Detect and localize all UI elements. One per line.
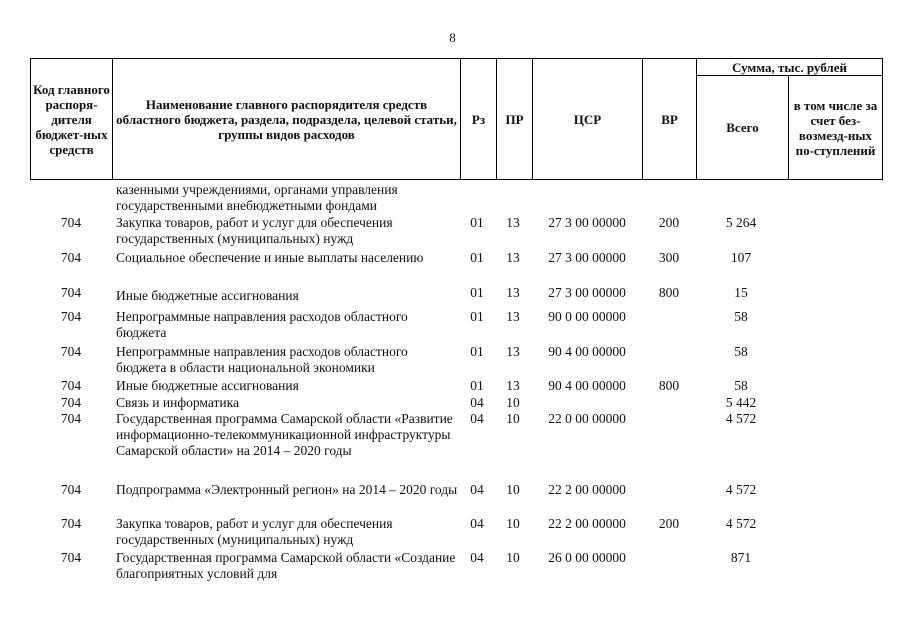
cell-csr: 27 3 00 00000 (548, 215, 626, 230)
cell-pr: 10 (506, 395, 520, 410)
cell-rz: 04 (470, 550, 484, 565)
cell-code: 704 (60, 250, 82, 265)
cell-code: 704 (60, 215, 82, 230)
cell-rz: 01 (470, 215, 484, 230)
cell-rz: 04 (470, 482, 484, 497)
cell-csr: 90 4 00 00000 (548, 378, 626, 393)
cell-name: Иные бюджетные ассигнования (116, 378, 299, 393)
cell-rz: 01 (470, 378, 484, 393)
cell-rz: 04 (470, 411, 484, 426)
cell-pr: 13 (506, 309, 520, 324)
cell-pr: 13 (506, 285, 520, 300)
cell-rz: 04 (470, 395, 484, 410)
cell-total: 5 442 (725, 395, 757, 410)
cell-rz: 01 (470, 250, 484, 265)
cell-name: Связь и информатика (116, 395, 239, 410)
cell-total: 4 572 (725, 516, 757, 531)
header-code: Код главного распоря-дителя бюджет-ных средств (31, 59, 113, 180)
cell-name: Закупка товаров, работ и услуг для обеспечения государственных (муниципальных) нужд (116, 215, 393, 246)
cell-rz: 01 (470, 344, 484, 359)
cell-code: 704 (60, 378, 82, 393)
cell-code: 704 (60, 344, 82, 359)
cell-code: 704 (60, 395, 82, 410)
header-total: Всего (697, 76, 789, 180)
cell-csr: 90 4 00 00000 (548, 344, 626, 359)
cell-code: 704 (60, 285, 82, 300)
header-name: Наименование главного распорядителя средств областного бюджета, раздела, подраздела, целевой статьи, группы видов расходов (113, 59, 461, 180)
cell-vr: 200 (658, 215, 680, 230)
page-number: 8 (449, 30, 456, 45)
cell-name: Подпрограмма «Электронный регион» на 2014 – 2020 годы (116, 482, 458, 497)
cell-rz: 01 (470, 285, 484, 300)
cell-pr: 10 (506, 482, 520, 497)
cell-name: Непрограммные направления расходов областного бюджета в области национальной экономики (116, 344, 408, 375)
cell-total: 15 (734, 285, 748, 300)
cell-total: 58 (734, 344, 748, 359)
cell-csr: 22 2 00 00000 (548, 482, 626, 497)
cell-name: Государственная программа Самарской области «Развитие информационно-телекоммуникационной инфраструктуры Самарской области» на 2014 – 2020 годы (116, 411, 453, 458)
cell-name: Социальное обеспечение и иные выплаты населению (116, 250, 424, 265)
cell-csr: 22 0 00 00000 (548, 411, 626, 426)
cell-vr: 200 (658, 516, 680, 531)
cell-csr: 27 3 00 00000 (548, 250, 626, 265)
cell-name: Непрограммные направления расходов областного бюджета (116, 309, 408, 340)
cell-name: Государственная программа Самарской области «Создание благоприятных условий для (116, 550, 456, 581)
cell-vr: 800 (658, 285, 680, 300)
cell-total: 5 264 (725, 215, 757, 230)
cell-total: 58 (734, 378, 748, 393)
cell-total: 871 (730, 550, 752, 565)
cell-rz: 04 (470, 516, 484, 531)
header-incl: в том числе за счет без-возмезд-ных по-ступлений (789, 76, 883, 180)
cell-vr: 300 (658, 250, 680, 265)
cell-code: 704 (60, 482, 82, 497)
cell-total: 58 (734, 309, 748, 324)
cell-code: 704 (60, 411, 82, 426)
cell-pr: 10 (506, 411, 520, 426)
cell-pr: 10 (506, 550, 520, 565)
cell-pr: 13 (506, 250, 520, 265)
cell-vr: 800 (658, 378, 680, 393)
cell-csr: 90 0 00 00000 (548, 309, 626, 324)
header-pr: ПР (497, 59, 533, 180)
cell-name: казенными учреждениями, органами управления государственными внебюджетными фондами (116, 182, 398, 213)
cell-code: 704 (60, 516, 82, 531)
cell-pr: 13 (506, 344, 520, 359)
cell-csr: 22 2 00 00000 (548, 516, 626, 531)
cell-pr: 13 (506, 378, 520, 393)
cell-code: 704 (60, 309, 82, 324)
cell-csr: 26 0 00 00000 (548, 550, 626, 565)
cell-pr: 10 (506, 516, 520, 531)
header-vr: ВР (643, 59, 697, 180)
cell-csr: 27 3 00 00000 (548, 285, 626, 300)
cell-total: 107 (730, 250, 752, 265)
cell-total: 4 572 (725, 411, 757, 426)
table-header (30, 58, 882, 180)
cell-name: Закупка товаров, работ и услуг для обеспечения государственных (муниципальных) нужд (116, 516, 393, 547)
cell-name: Иные бюджетные ассигнования (116, 288, 299, 303)
header-rz: Рз (461, 59, 497, 180)
cell-pr: 13 (506, 215, 520, 230)
cell-rz: 01 (470, 309, 484, 324)
cell-total: 4 572 (725, 482, 757, 497)
header-sum: Сумма, тыс. рублей (697, 59, 883, 76)
header-csr: ЦСР (533, 59, 643, 180)
cell-code: 704 (60, 550, 82, 565)
